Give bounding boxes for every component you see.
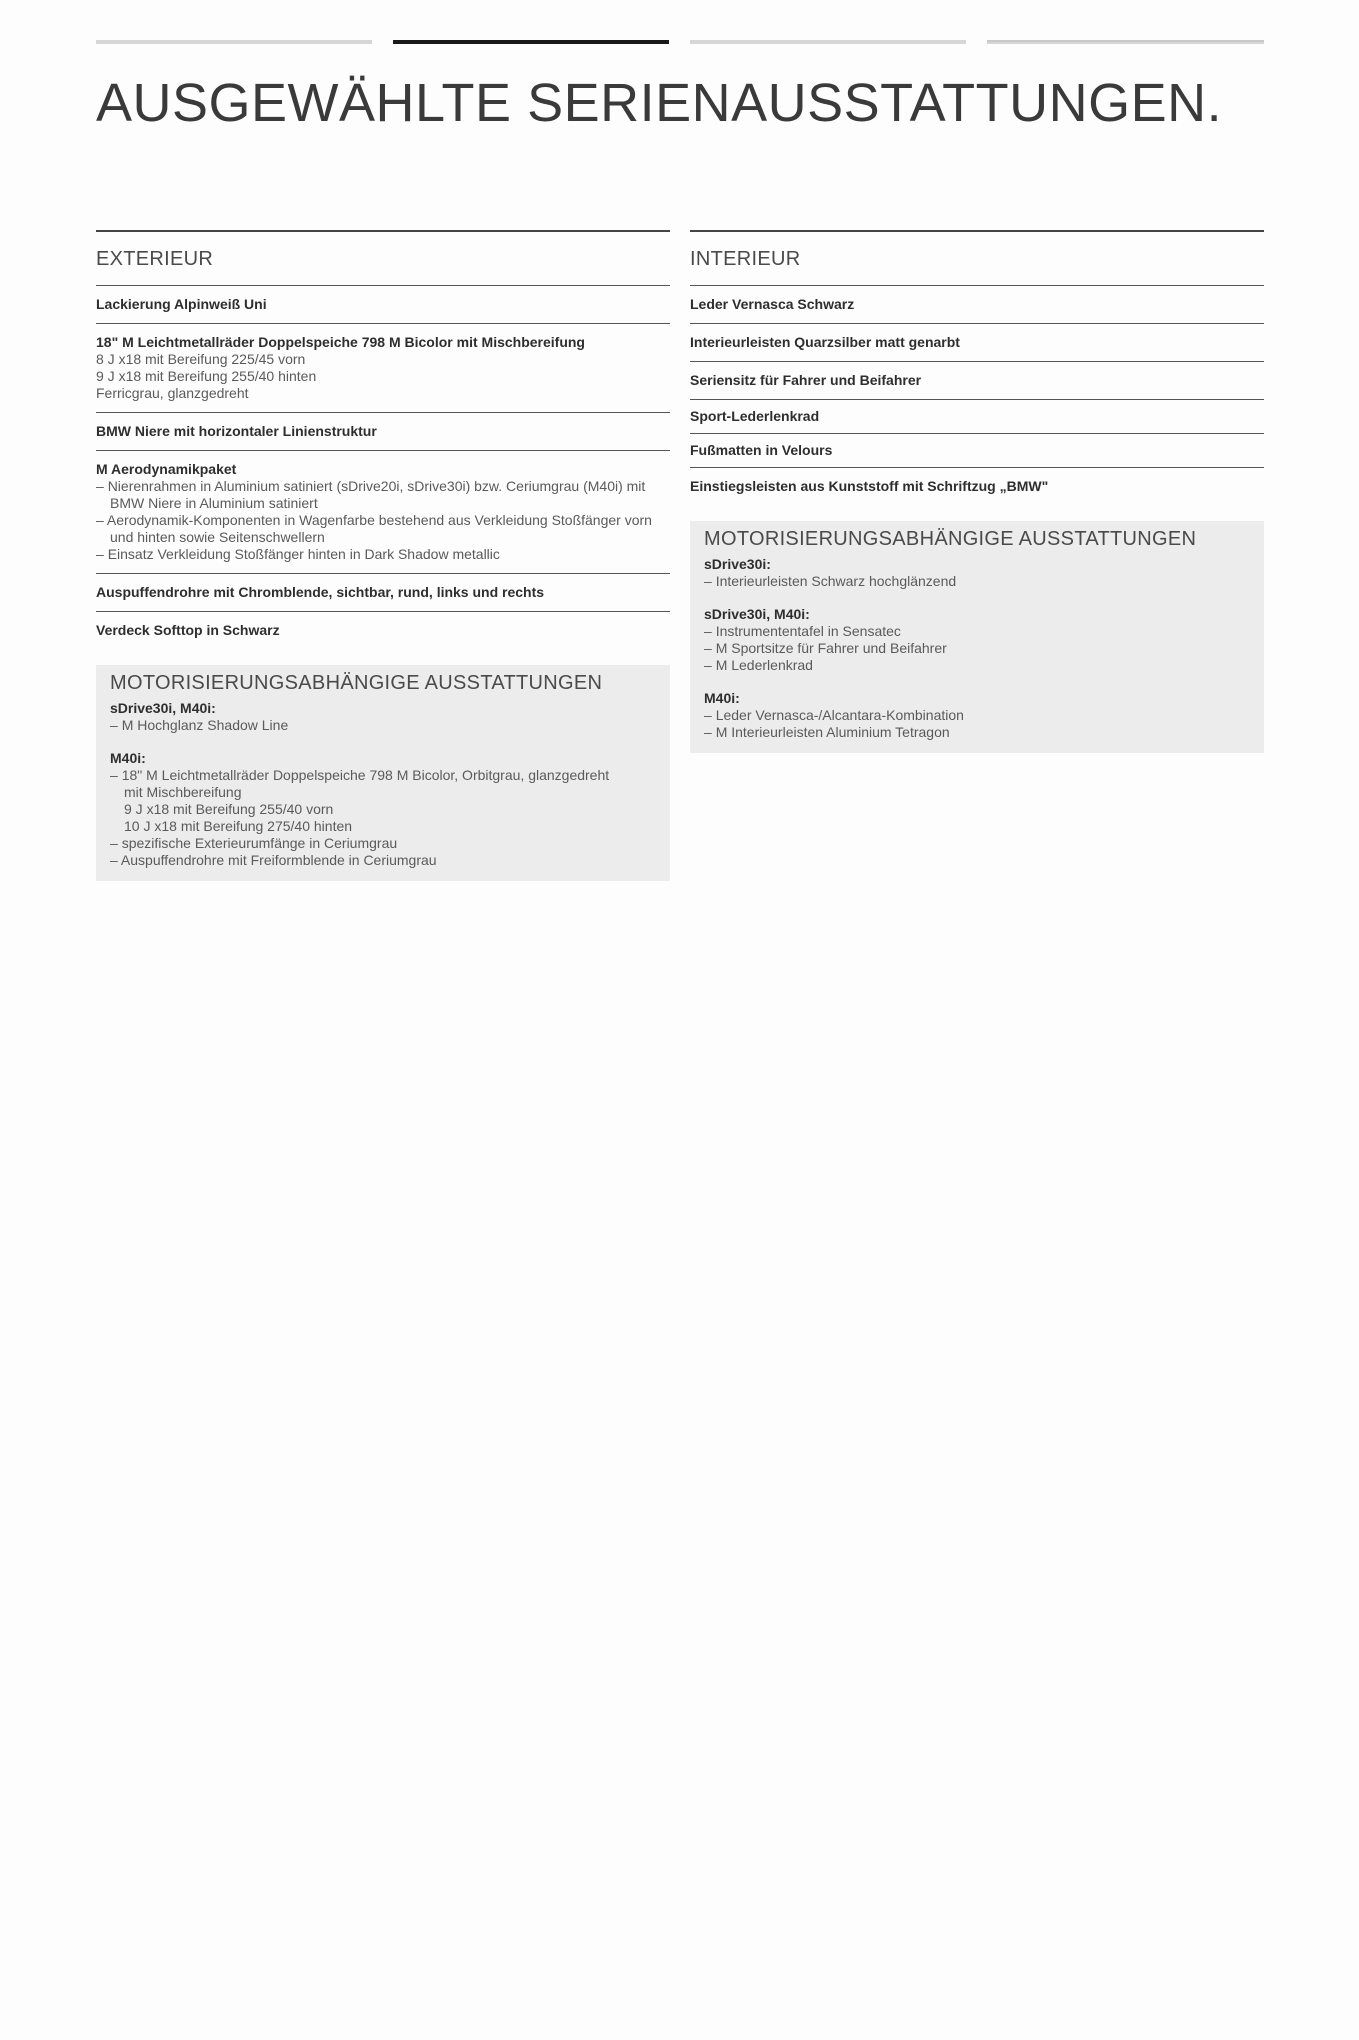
item-bullet: – Aerodynamik-Komponenten in Wagenfarbe bestehend aus Verkleidung Stoßfänger vorn und hinten sowie Seitenschwellern bbox=[96, 512, 670, 546]
group-bullet-sub: 10 J x18 mit Bereifung 275/40 hinten bbox=[124, 818, 353, 834]
item-title: Fußmatten in Velours bbox=[690, 442, 833, 458]
interieur-item bbox=[690, 400, 1264, 434]
group-bullet: – Interieurleisten Schwarz hochglänzend bbox=[704, 573, 1250, 590]
item-detail: 9 J x18 mit Bereifung 255/40 hinten bbox=[96, 368, 317, 384]
engine-group bbox=[704, 606, 1250, 674]
group-label: M40i: bbox=[110, 750, 146, 766]
box-title: MOTORISIERUNGSABHÄNGIGE AUSSTATTUNGEN bbox=[110, 672, 603, 694]
interieur-item bbox=[690, 286, 1264, 324]
interieur-item bbox=[690, 468, 1264, 505]
item-title: Sport-Lederlenkrad bbox=[690, 408, 820, 424]
group-bullet: – M Interieurleisten Aluminium Tetragon bbox=[704, 724, 1250, 741]
tab-2-active[interactable] bbox=[393, 40, 669, 44]
item-title: 18" M Leichtmetallräder Doppelspeiche 798 M Bicolor mit Mischbereifung bbox=[96, 334, 585, 350]
tab-4[interactable] bbox=[987, 40, 1264, 44]
item-title: Lackierung Alpinweiß Uni bbox=[96, 296, 267, 312]
page-title: AUSGEWÄHLTE SERIENAUSSTATTUNGEN. bbox=[96, 73, 1223, 133]
item-bullet: – Nierenrahmen in Aluminium satiniert (sDrive20i, sDrive30i) bzw. Ceriumgrau (M40i) mit BMW Niere in Aluminium satiniert bbox=[96, 478, 670, 512]
exterieur-item bbox=[96, 324, 670, 413]
interieur-item bbox=[690, 434, 1264, 468]
tab-3[interactable] bbox=[690, 40, 966, 44]
group-label: sDrive30i, M40i: bbox=[704, 606, 810, 622]
item-title: Verdeck Softtop in Schwarz bbox=[96, 622, 280, 638]
exterieur-item bbox=[96, 612, 670, 649]
item-title: Leder Vernasca Schwarz bbox=[690, 296, 855, 312]
engine-group bbox=[110, 700, 656, 734]
group-bullet-cont: mit Mischbereifung bbox=[124, 784, 242, 800]
engine-group bbox=[704, 690, 1250, 741]
group-bullet: – Instrumententafel in Sensatec bbox=[704, 623, 1250, 640]
group-bullet: – M Lederlenkrad bbox=[704, 657, 1250, 674]
group-bullet: – 18" M Leichtmetallräder Doppelspeiche 798 M Bicolor, Orbitgrau, glanzgedreht bbox=[110, 767, 656, 784]
interieur-column bbox=[690, 230, 1264, 753]
section-progress-tabs bbox=[96, 40, 1264, 48]
item-bullet: – Einsatz Verkleidung Stoßfänger hinten in Dark Shadow metallic bbox=[96, 546, 670, 563]
exterieur-column bbox=[96, 230, 670, 881]
tab-1[interactable] bbox=[96, 40, 372, 44]
engine-group bbox=[110, 750, 656, 869]
group-bullet: – M Sportsitze für Fahrer und Beifahrer bbox=[704, 640, 1250, 657]
exterieur-item bbox=[96, 574, 670, 612]
exterieur-engine-box bbox=[96, 665, 670, 881]
interieur-heading: INTERIEUR bbox=[690, 230, 1264, 286]
group-bullet: – spezifische Exterieurumfänge in Ceriumgrau bbox=[110, 835, 656, 852]
exterieur-item bbox=[96, 413, 670, 451]
exterieur-item bbox=[96, 286, 670, 324]
interieur-item bbox=[690, 362, 1264, 400]
item-detail: Ferricgrau, glanzgedreht bbox=[96, 385, 249, 401]
item-title: Einstiegsleisten aus Kunststoff mit Schriftzug „BMW" bbox=[690, 478, 1049, 494]
item-title: Seriensitz für Fahrer und Beifahrer bbox=[690, 372, 922, 388]
group-bullet: – Leder Vernasca-/Alcantara-Kombination bbox=[704, 707, 1250, 724]
group-label: sDrive30i, M40i: bbox=[110, 700, 216, 716]
interieur-item bbox=[690, 324, 1264, 362]
engine-group bbox=[704, 556, 1250, 590]
item-title: BMW Niere mit horizontaler Linienstruktur bbox=[96, 423, 377, 439]
box-title: MOTORISIERUNGSABHÄNGIGE AUSSTATTUNGEN bbox=[704, 528, 1197, 550]
item-title: Auspuffendrohre mit Chromblende, sichtbar, rund, links und rechts bbox=[96, 584, 545, 600]
exterieur-heading: EXTERIEUR bbox=[96, 230, 670, 286]
group-bullet-sub: 9 J x18 mit Bereifung 255/40 vorn bbox=[124, 801, 334, 817]
group-label: sDrive30i: bbox=[704, 556, 771, 572]
item-title: Interieurleisten Quarzsilber matt genarbt bbox=[690, 334, 960, 350]
group-bullet: – M Hochglanz Shadow Line bbox=[110, 717, 656, 734]
item-title: M Aerodynamikpaket bbox=[96, 461, 237, 477]
group-bullet: – Auspuffendrohre mit Freiformblende in Ceriumgrau bbox=[110, 852, 656, 869]
interieur-engine-box bbox=[690, 521, 1264, 753]
group-label: M40i: bbox=[704, 690, 740, 706]
item-detail: 8 J x18 mit Bereifung 225/45 vorn bbox=[96, 351, 306, 367]
exterieur-item bbox=[96, 451, 670, 574]
